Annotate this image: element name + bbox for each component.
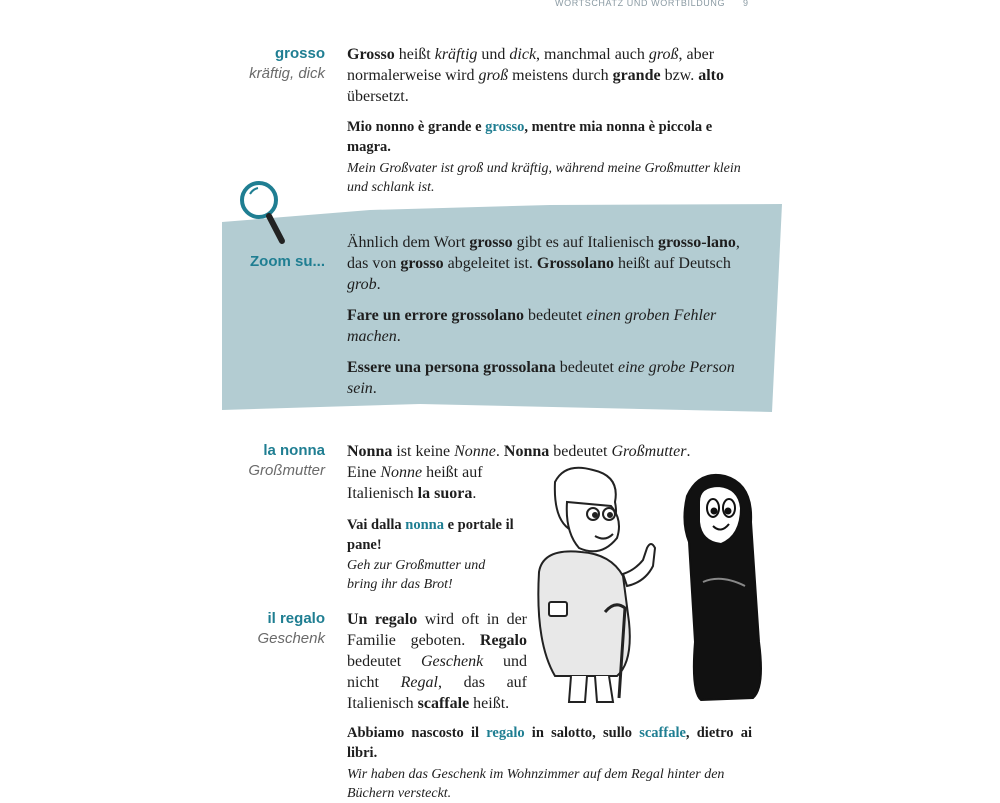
nonna-line-1: Nonna ist keine Nonne. Nonna bedeutet Großmutter. bbox=[347, 443, 691, 460]
running-header: WORTSCHATZ UND WORTBILDUNG bbox=[555, 0, 726, 8]
regalo-example-italian: Abbiamo nascosto il regalo in salotto, sullo scaffale, dietro ai libri. bbox=[347, 725, 752, 761]
term-gloss: Großmutter bbox=[248, 462, 325, 479]
term-label: la nonna bbox=[263, 442, 325, 459]
grosso-paragraph: Grosso heißt kräftig und dick, manchmal auch groß, aber normalerweise wird groß meistens durch grande bzw. alto übersetzt. bbox=[347, 46, 724, 105]
zoom-paragraph-3: Essere una persona grossolana bedeutet eine grobe Person sein. bbox=[347, 359, 735, 397]
nonna-example-italian: Vai dalla nonna e portale il pane! bbox=[347, 517, 514, 553]
nun-figure bbox=[684, 475, 761, 700]
zoom-paragraph-2: Fare un errore grossolano bedeutet einen groben Fehler machen. bbox=[347, 307, 717, 345]
term-gloss: kräftig, dick bbox=[249, 65, 325, 82]
regalo-example-german: Wir haben das Geschenk im Wohnzimmer auf dem Regal hinter den Büchern versteckt. bbox=[347, 767, 725, 801]
margin-term-nonna bbox=[190, 441, 325, 481]
term-label: grosso bbox=[274, 45, 325, 62]
term-label: il regalo bbox=[267, 610, 325, 627]
zoom-paragraph-1: Ähnlich dem Wort grosso gibt es auf Italienisch grosso-lano, das von grosso abgeleitet ist. Grossolano heißt auf Deutsch grob. bbox=[347, 234, 740, 293]
nonna-line-2: Eine Nonne heißt auf Italienisch la suora. bbox=[347, 464, 483, 502]
nonna-example-german: Geh zur Großmutter und bring ihr das Brot! bbox=[347, 558, 486, 592]
grandmother-figure bbox=[538, 468, 655, 702]
grosso-example-german: Mein Großvater ist groß und kräftig, während meine Großmutter klein und schlank ist. bbox=[347, 161, 741, 195]
zoom-label: Zoom su... bbox=[250, 253, 325, 270]
grandmother-and-nun-illustration bbox=[515, 462, 770, 712]
page-number: 9 bbox=[743, 0, 749, 8]
margin-term-regalo bbox=[190, 609, 325, 649]
magnifier-icon bbox=[238, 180, 288, 246]
margin-term-grosso bbox=[190, 44, 325, 84]
regalo-paragraph: Un regalo wird oft in der Familie geboten. Regalo bedeutet Geschenk und nicht Regal, das auf Italienisch scaffale heißt. bbox=[347, 611, 528, 712]
term-gloss: Geschenk bbox=[257, 630, 325, 647]
grosso-example-italian: Mio nonno è grande e grosso, mentre mia nonna è piccola e magra. bbox=[347, 119, 713, 155]
